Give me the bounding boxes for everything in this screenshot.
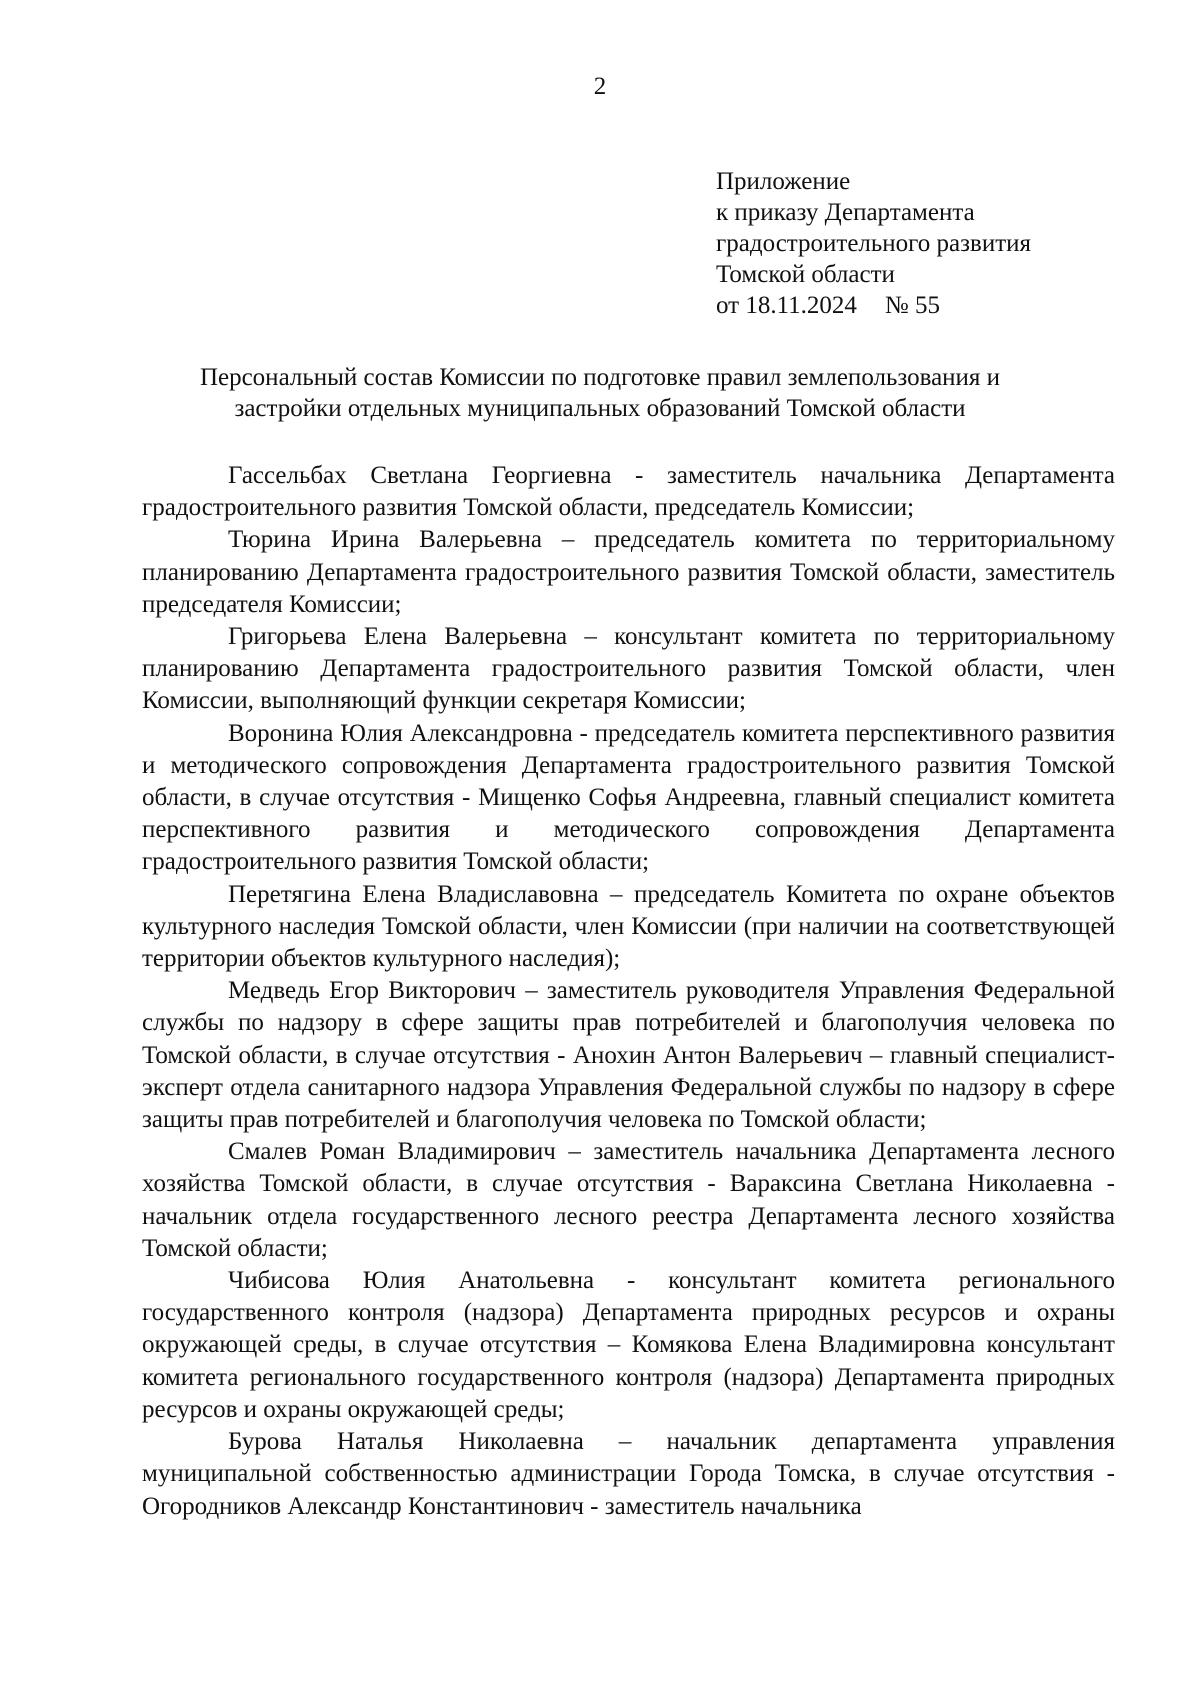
appendix-line-1: Приложение (716, 168, 851, 195)
appendix-line-3: градостроительного развития (716, 230, 1032, 257)
member-paragraph: Медведь Егор Викторович – заместитель руководителя Управления Федеральной службы по надзору в сфере защиты прав потребителей и благополучия человека по Томской области, в случае отсутствия - Анохин Антон Валерьевич – главный специалист-эксперт отдела санитарного надзора Управления Федеральной службы по надзору в сфере защиты прав потребителей и благополучия человека по Томской области; (142, 977, 1115, 1134)
appendix-date-line (716, 290, 1156, 321)
member-paragraph: Чибисова Юлия Анатольевна - консультант комитета регионального государственного контроля (надзора) Департамента природных ресурсов и охраны окружающей среды, в случае отсутствия – Комякова Елена Владимировна консультант комитета регионального государственного контроля (надзора) Департамента природных ресурсов и охраны окружающей среды; (142, 1267, 1115, 1423)
member-paragraph: Воронина Юлия Александровна - председатель комитета перспективного развития и методического сопровождения Департамента градостроительного развития Томской области, в случае отсутствия - Мищенко Софья Андреевна, главный специалист комитета перспективного развития и методического сопровождения Департамента градостроительного развития Томской области; (142, 719, 1115, 876)
order-number: № 55 (884, 292, 941, 319)
title-line-2: застройки отдельных муниципальных образований Томской области (234, 395, 966, 422)
member-paragraph: Бурова Наталья Николаевна – начальник департамента управления муниципальной собственностью администрации Города Томска, в случае отсутствия - Огородников Александр Константинович - заместитель начальника (142, 1428, 1115, 1520)
document-title (100, 362, 1100, 424)
appendix-line-4: Томской области (716, 261, 895, 288)
member-paragraph: Тюрина Ирина Валерьевна – председатель комитета по территориальному планированию Департамента градостроительного развития Томской области, заместитель председателя Комиссии; (142, 526, 1115, 618)
member-paragraph: Смалев Роман Владимирович – заместитель начальника Департамента лесного хозяйства Томской области, в случае отсутствия - Вараксина Светлана Николаевна - начальник отдела государственного лесного реестра Департамента лесного хозяйства Томской области; (142, 1138, 1115, 1262)
member-paragraph: Григорьева Елена Валерьевна – консультант комитета по территориальному планированию Департамента градостроительного развития Томской области, член Комиссии, выполняющий функции секретаря Комиссии; (142, 623, 1115, 715)
page-number: 2 (593, 73, 607, 100)
appendix-header (716, 166, 1156, 321)
member-paragraph: Перетягина Елена Владиславовна – председатель Комитета по охране объектов культурного наследия Томской области, член Комиссии (при наличии на соответствующей территории объектов культурного наследия); (142, 880, 1115, 973)
member-paragraph: Гассельбах Светлана Георгиевна - заместитель начальника Департамента градостроительного развития Томской области, председатель Комиссии; (142, 462, 1115, 522)
appendix-line-2: к приказу Департамента (716, 199, 975, 226)
members-list (142, 460, 1115, 1523)
order-date: от 18.11.2024 (716, 292, 857, 319)
title-line-1: Персональный состав Комиссии по подготовке правил землепользования и (199, 364, 1001, 391)
